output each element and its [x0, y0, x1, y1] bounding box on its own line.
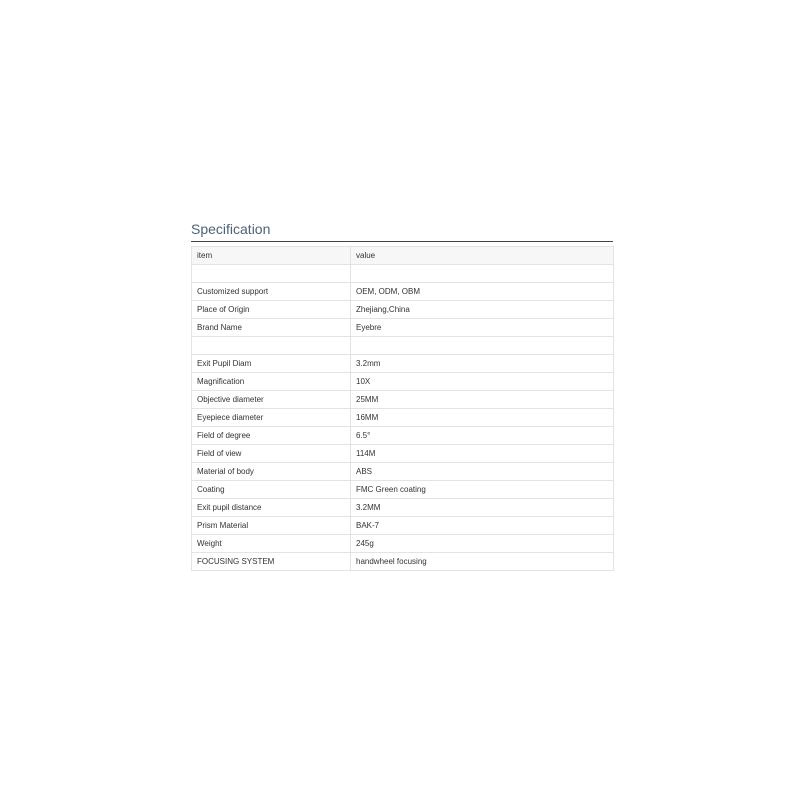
table-row — [192, 265, 614, 283]
value-cell: Zhejiang,China — [351, 301, 614, 319]
value-cell: 6.5° — [351, 427, 614, 445]
item-cell — [192, 337, 351, 355]
value-cell: handwheel focusing — [351, 553, 614, 571]
item-cell — [192, 265, 351, 283]
item-cell: Prism Material — [192, 517, 351, 535]
item-cell: Eyepiece diameter — [192, 409, 351, 427]
item-cell: Magnification — [192, 373, 351, 391]
item-cell: FOCUSING SYSTEM — [192, 553, 351, 571]
value-cell: ABS — [351, 463, 614, 481]
table-row — [192, 283, 614, 301]
table-row — [192, 445, 614, 463]
table-header-row — [192, 247, 614, 265]
section-title: Specification — [191, 219, 613, 242]
value-cell: OEM, ODM, OBM — [351, 283, 614, 301]
value-cell — [351, 265, 614, 283]
table-row — [192, 409, 614, 427]
table-row — [192, 427, 614, 445]
table-row — [192, 391, 614, 409]
value-cell: 114M — [351, 445, 614, 463]
table-row — [192, 355, 614, 373]
table-row — [192, 337, 614, 355]
item-cell: Brand Name — [192, 319, 351, 337]
table-row — [192, 301, 614, 319]
table-row — [192, 499, 614, 517]
item-cell: Place of Origin — [192, 301, 351, 319]
table-row — [192, 481, 614, 499]
item-cell: Material of body — [192, 463, 351, 481]
column-header-value: value — [351, 247, 614, 265]
specification-table — [191, 246, 614, 571]
value-cell: 245g — [351, 535, 614, 553]
column-header-item: item — [192, 247, 351, 265]
value-cell: BAK-7 — [351, 517, 614, 535]
item-cell: Exit Pupil Diam — [192, 355, 351, 373]
item-cell: Exit pupil distance — [192, 499, 351, 517]
value-cell: 10X — [351, 373, 614, 391]
value-cell: 3.2MM — [351, 499, 614, 517]
value-cell: 3.2mm — [351, 355, 614, 373]
table-row — [192, 463, 614, 481]
value-cell: 25MM — [351, 391, 614, 409]
item-cell: Field of degree — [192, 427, 351, 445]
table-row — [192, 319, 614, 337]
table-row — [192, 553, 614, 571]
item-cell: Coating — [192, 481, 351, 499]
specification-section — [191, 219, 613, 571]
table-row — [192, 535, 614, 553]
value-cell — [351, 337, 614, 355]
value-cell: Eyebre — [351, 319, 614, 337]
item-cell: Weight — [192, 535, 351, 553]
table-row — [192, 373, 614, 391]
item-cell: Customized support — [192, 283, 351, 301]
table-row — [192, 517, 614, 535]
item-cell: Objective diameter — [192, 391, 351, 409]
value-cell: 16MM — [351, 409, 614, 427]
item-cell: Field of view — [192, 445, 351, 463]
value-cell: FMC Green coating — [351, 481, 614, 499]
